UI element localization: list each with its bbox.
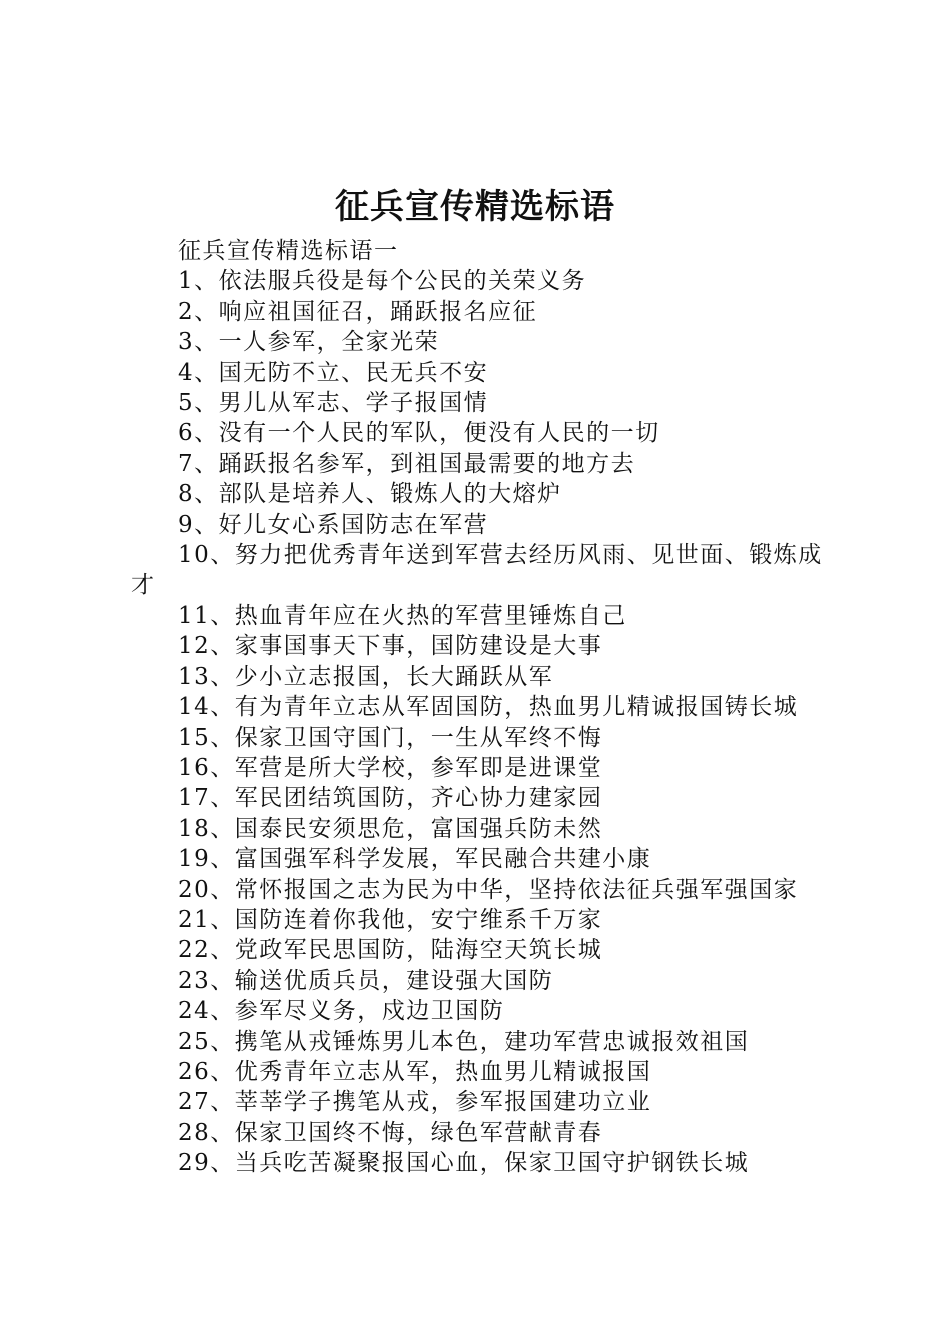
slogan-item: 14、有为青年立志从军固国防，热血男儿精诚报国铸长城: [178, 694, 799, 721]
slogan-item: 15、保家卫国守国门，一生从军终不悔: [178, 724, 603, 751]
slogan-item: 25、携笔从戎锤炼男儿本色，建功军营忠诚报效祖国: [178, 1028, 750, 1055]
slogan-item: 12、家事国事天下事，国防建设是大事: [178, 633, 603, 660]
slogan-item: 9、好儿女心系国防志在军营: [178, 511, 489, 538]
slogan-item: 18、国泰民安须思危，富国强兵防未然: [178, 815, 603, 842]
slogan-item: 27、莘莘学子携笔从戎，参军报国建功立业: [178, 1089, 652, 1116]
document-body: [131, 236, 841, 1179]
slogan-item: 17、军民团结筑国防，齐心协力建家园: [178, 785, 603, 812]
slogan-item: 2、响应祖国征召，踊跃报名应征: [178, 298, 538, 325]
slogan-item: 28、保家卫国终不悔，绿色军营献青春: [178, 1119, 603, 1146]
page-title: 征兵宣传精选标语: [335, 187, 615, 227]
slogan-item: 4、国无防不立、民无兵不安: [178, 359, 489, 386]
slogan-item: 6、没有一个人民的军队，便没有人民的一切: [178, 420, 660, 447]
section-heading: 征兵宣传精选标语一: [178, 238, 399, 264]
slogan-item: 16、军营是所大学校，参军即是进课堂: [178, 754, 603, 781]
slogan-item: 24、参军尽义务，戍边卫国防: [178, 998, 505, 1025]
slogan-item: 13、少小立志报国，长大踊跃从军: [178, 663, 554, 690]
slogan-item: 29、当兵吃苦凝聚报国心血，保家卫国守护钢铁长城: [178, 1150, 750, 1177]
slogan-item: 22、党政军民思国防，陆海空天筑长城: [178, 937, 603, 964]
slogan-item: 11、热血青年应在火热的军营里锤炼自己: [178, 602, 627, 629]
slogan-item: 21、国防连着你我他，安宁维系千万家: [178, 906, 603, 933]
slogan-item: 1、依法服兵役是每个公民的关荣义务: [178, 268, 587, 295]
slogan-item: 7、踊跃报名参军，到祖国最需要的地方去: [178, 450, 636, 477]
slogan-item: 26、优秀青年立志从军，热血男儿精诚报国: [178, 1058, 652, 1085]
slogan-item: 19、富国强军科学发展，军民融合共建小康: [178, 846, 652, 873]
slogan-item: 8、部队是培养人、锻炼人的大熔炉: [178, 481, 562, 508]
slogan-item: 3、一人参军，全家光荣: [178, 329, 440, 356]
slogan-item: 20、常怀报国之志为民为中华，坚持依法征兵强军强国家: [178, 876, 799, 903]
slogan-item: 10、努力把优秀青年送到军营去经历风雨、见世面、锻炼成才: [131, 542, 823, 599]
slogan-item: 5、男儿从军志、学子报国情: [178, 390, 489, 417]
slogan-item: 23、输送优质兵员，建设强大国防: [178, 967, 554, 994]
